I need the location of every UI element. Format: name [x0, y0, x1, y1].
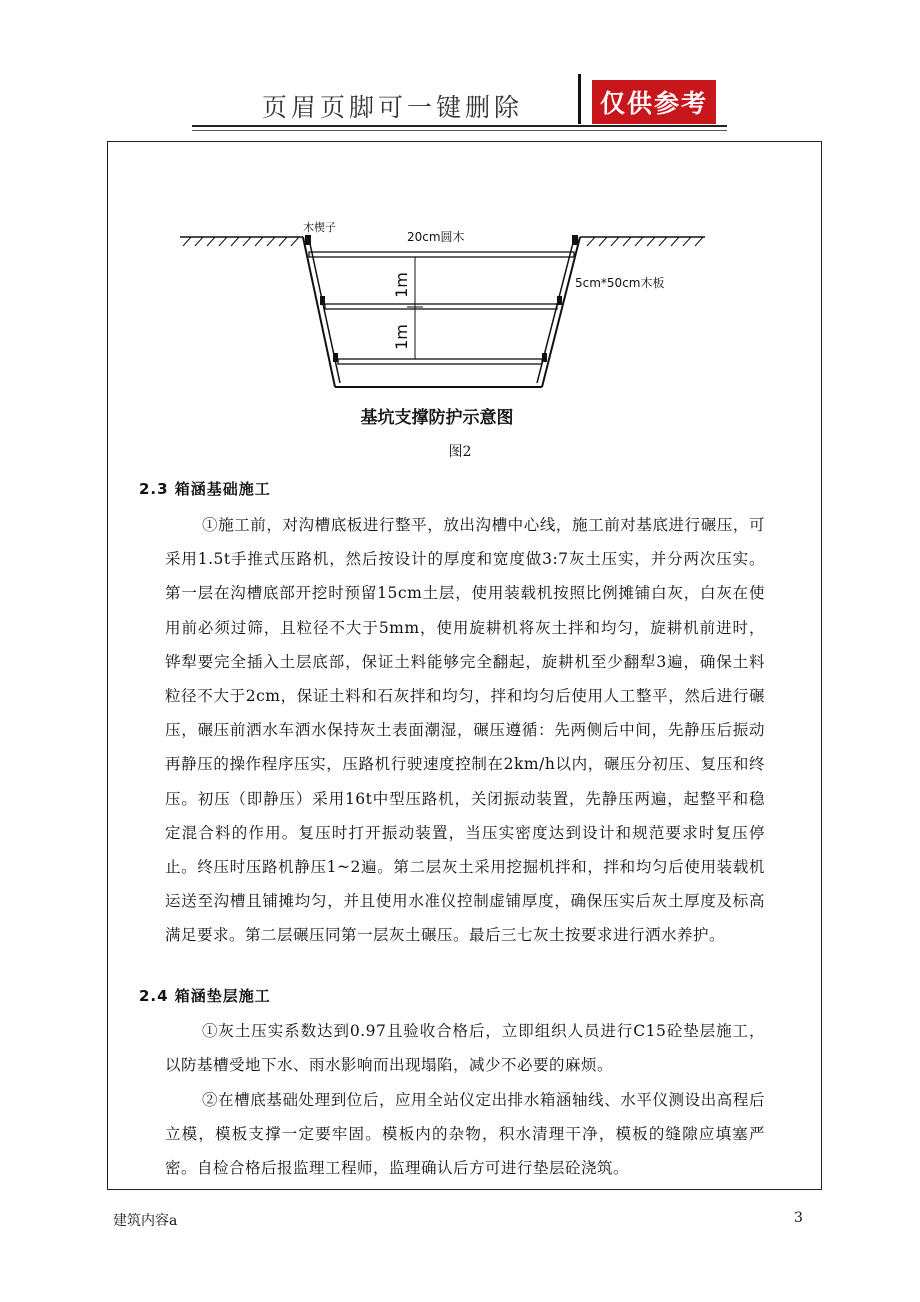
- page-number: 3: [794, 1210, 803, 1226]
- wedge-right-low: [542, 353, 547, 362]
- section-2-4-paragraph-2: ②在槽底基础处理到位后，应用全站仪定出排水箱涵轴线、水平仪测设出高程后立模，模板支撑一定要牢固。模板内的杂物，积水清理干净，模板的缝隙应填塞严密。自检合格后报监理工程师，监理确认后方可进行垫层砼浇筑。: [165, 1091, 765, 1178]
- pit-wall-left: [303, 237, 335, 387]
- strut-top: [309, 252, 574, 257]
- section-2-3-paragraph: ①施工前，对沟槽底板进行整平，放出沟槽中心线，施工前对基底进行碾压，可采用1.5t手推式压路机，然后按设计的厚度和宽度做3:7灰土压实，并分两次压实。第一层在沟槽底部开挖时预留15cm土层，使用装载机按照比例摊铺白灰，白灰在使用前必须过筛，且粒径不大于5mm，使用旋耕机将灰土拌和均匀，旋耕机前进时，铧犁要完全插入土层底部，保证土料能够完全翻起，旋耕机至少翻犁3遍，确保土料粒径不大于2cm，保证土料和石灰拌和均匀，拌和均匀后使用人工整平，然后进行碾压，碾压前洒水车洒水保持灰土表面潮湿，碾压遵循：先两侧后中间，先静压后振动再静压的操作程序压实，压路机行驶速度控制在2km/h以内，碾压分初压、复压和终压。初压（即静压）采用16t中型压路机，关闭振动装置，先静压两遍，起整平和稳定混合料的作用。复压时打开振动装置，当压实密度达到设计和规范要求时复压停止。终压时压路机静压1~2遍。第二层灰土采用挖掘机拌和，拌和均匀后使用装载机运送至沟槽且铺摊均匀，并且使用水准仪控制虚铺厚度，确保压实后灰土厚度及标高满足要求。第二层碾压同第一层灰土碾压。最后三七灰土按要求进行洒水养护。: [165, 516, 765, 945]
- section-heading-2-4: 2.4 箱涵垫层施工: [139, 987, 271, 1005]
- wedge-left-mid: [320, 296, 325, 305]
- strut-middle: [325, 304, 557, 309]
- section-2-4-paragraph-1: ①灰土压实系数达到0.97且验收合格后，立即组织人员进行C15砼垫层施工，以防基槽受地下水、雨水影响而出现塌陷，减少不必要的麻烦。: [165, 1022, 765, 1075]
- pit-wall-right: [542, 237, 580, 387]
- soil-hatch-right: [587, 237, 703, 246]
- header-rule-thin: [192, 130, 727, 131]
- strut-bottom: [338, 359, 542, 364]
- dimension-label-upper: 1m: [392, 272, 411, 298]
- header-rule: [192, 125, 727, 127]
- diagram-caption: 基坑支撑防护示意图: [360, 408, 514, 428]
- wedge-label: 木楔子: [303, 221, 336, 234]
- wedge-left-top: [305, 235, 311, 245]
- reference-badge: 仅供参考: [592, 80, 716, 124]
- soil-hatch-left: [183, 237, 299, 246]
- header-divider: [578, 74, 581, 124]
- section-heading-2-3: 2.3 箱涵基础施工: [139, 480, 271, 498]
- wedge-right-top: [572, 235, 578, 245]
- pit-support-diagram: [175, 205, 725, 445]
- wedge-left-low: [333, 353, 338, 362]
- footer-label: 建筑内容a: [113, 1213, 178, 1229]
- header-title: 页眉页脚可一键删除: [262, 93, 524, 122]
- figure-label: 图2: [448, 444, 472, 460]
- log-label: 20cm圆木: [407, 230, 465, 244]
- board-label: 5cm*50cm木板: [575, 276, 665, 290]
- wedge-right-mid: [557, 296, 562, 305]
- dimension-label-lower: 1m: [392, 324, 411, 350]
